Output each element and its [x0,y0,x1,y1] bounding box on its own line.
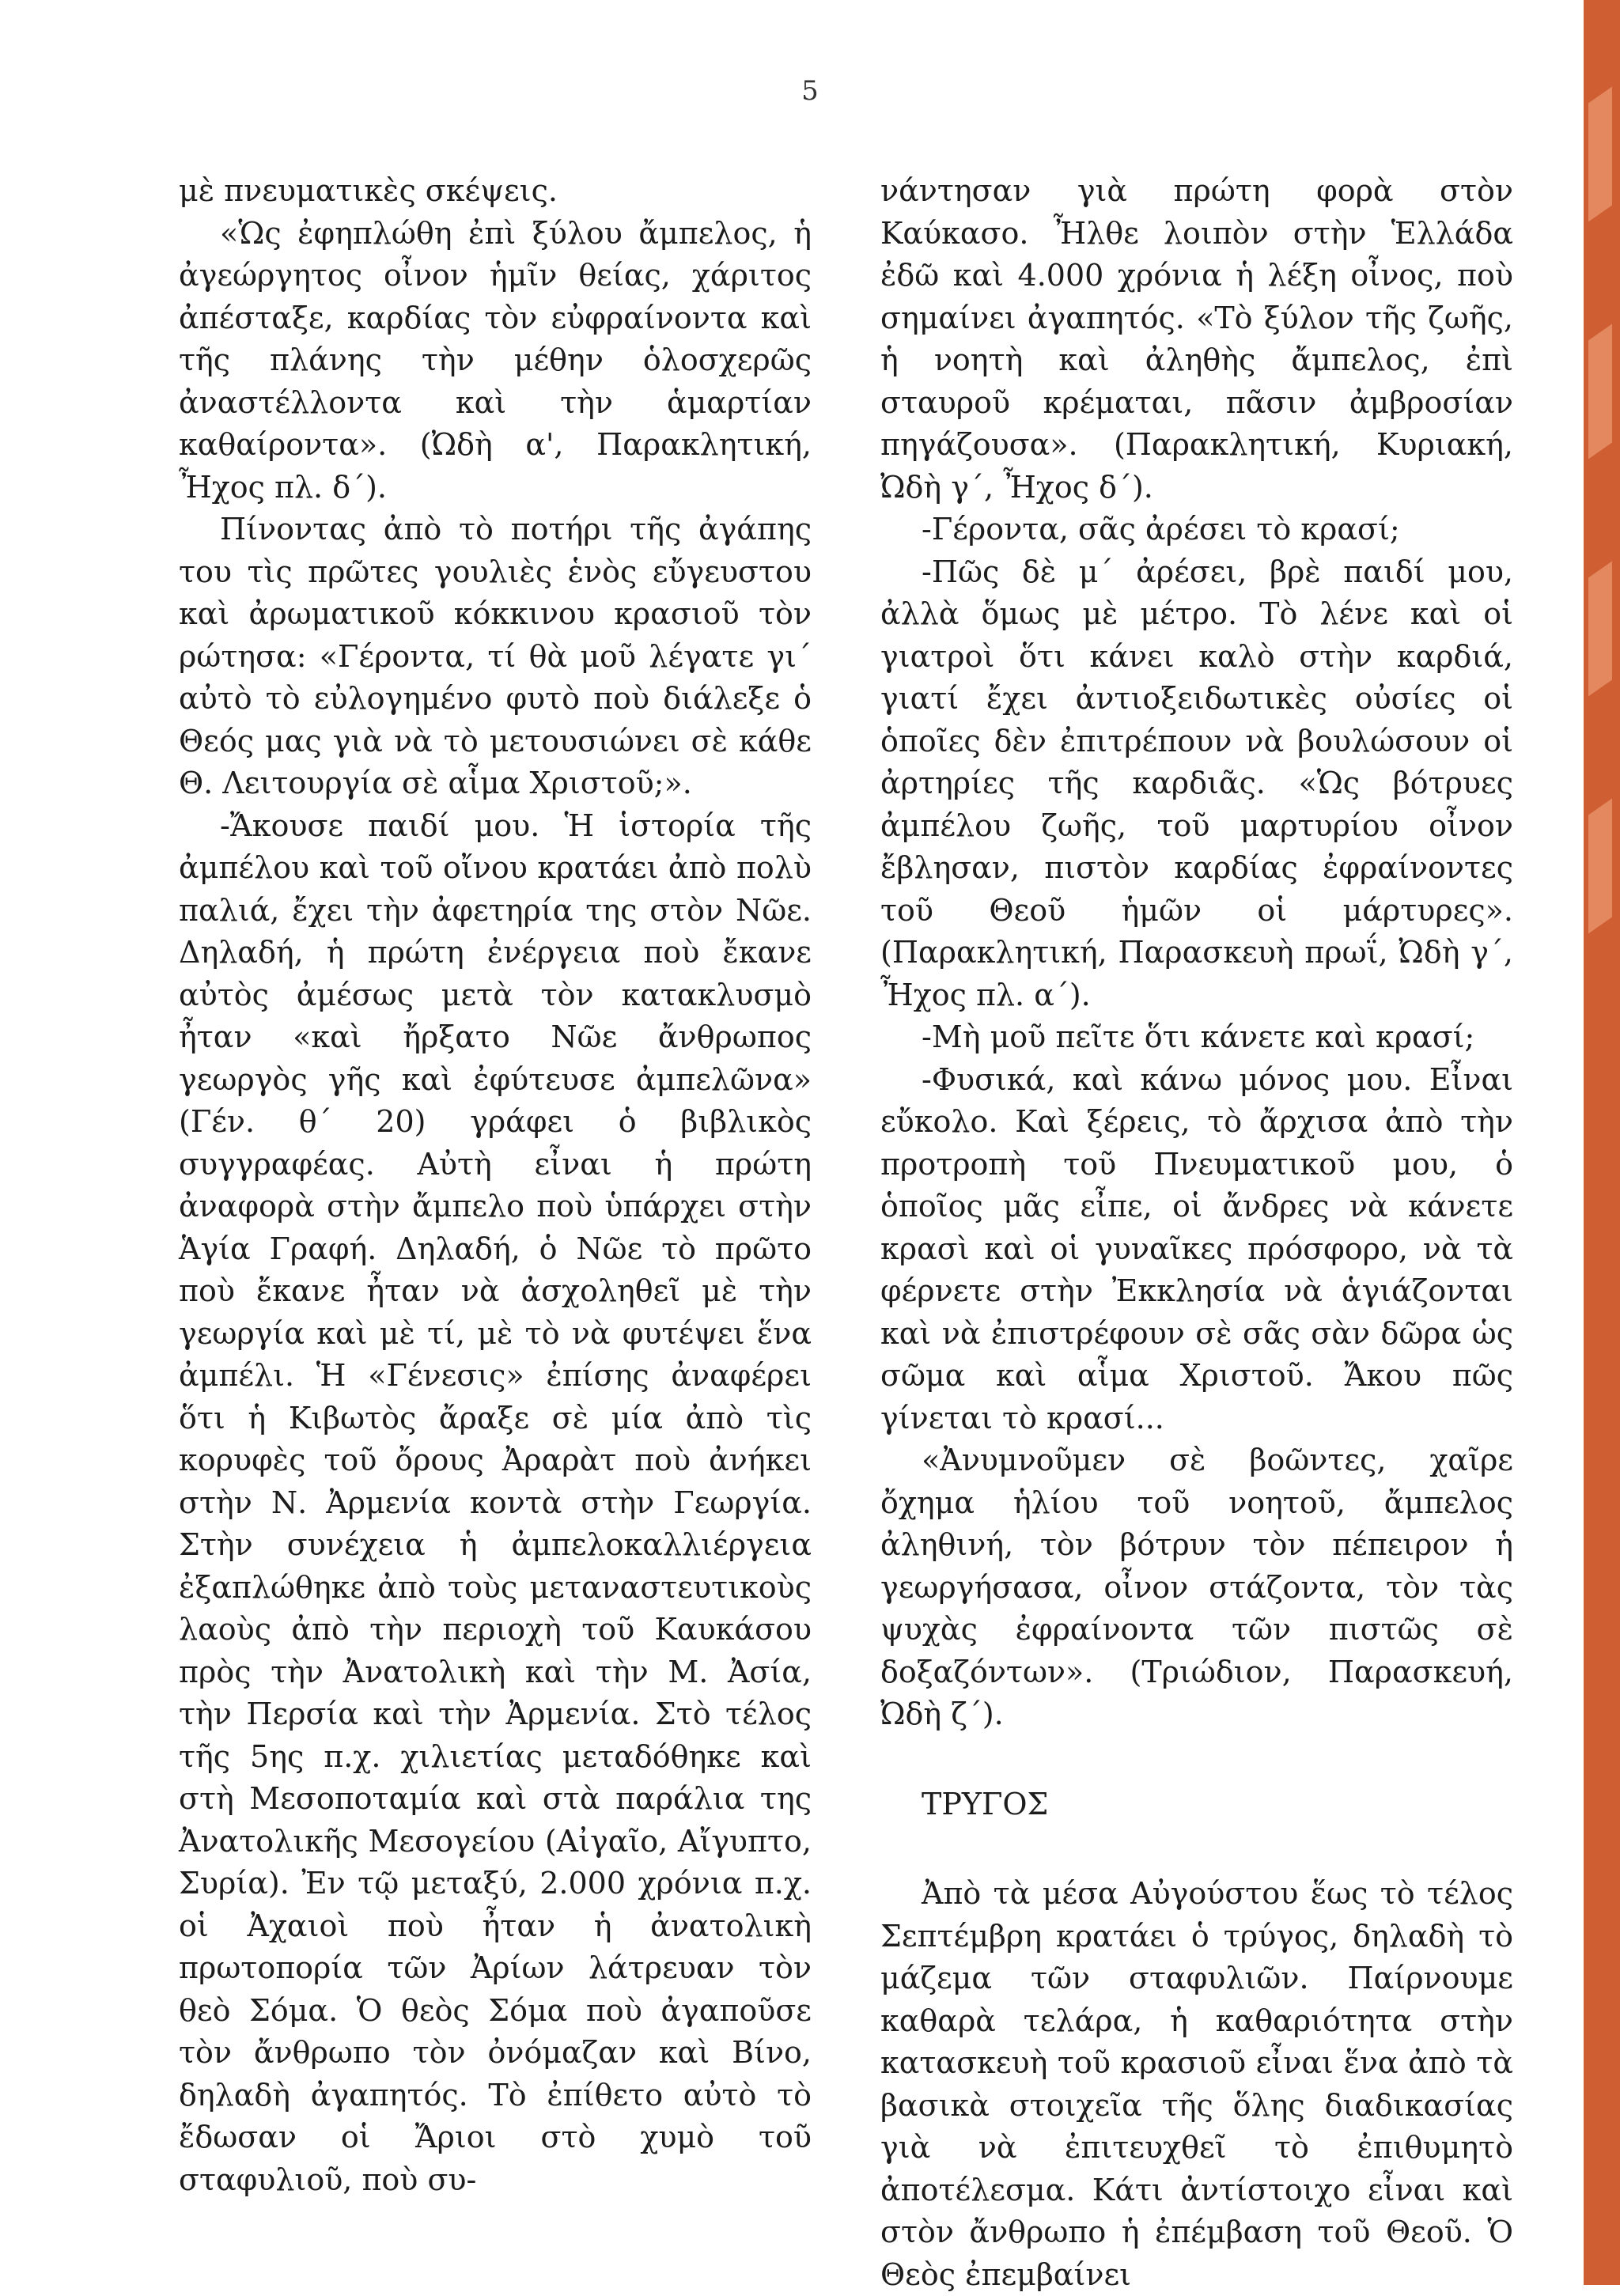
body-paragraph: «Ὡς ἐφηπλώθη ἐπὶ ξύλου ἄμπελος, ἡ ἀγεώργητος οἶνον ἡμῖν θείας, χάριτος ἀπέσταξε, καρδίας τὸν εὐφραίνοντα καὶ τῆς πλάνης τὴν μέθην ὁλοσχερῶς ἀναστέλλοντα καὶ τὴν ἁμαρτίαν καθαίροντα». (Ὠδὴ α', Παρακλητική, Ἦχος πλ. δ΄). [179,215,812,505]
body-paragraph: -Φυσικά, καὶ κάνω μόνος μου. Εἶναι εὔκολο. Καὶ ξέρεις, τὸ ἄρχισα ἀπὸ τὴν προτροπὴ τοῦ Πνευματικοῦ μου, ὁ ὁποῖος μᾶς εἶπε, οἱ ἄνδρες νὰ κάνετε κρασὶ καὶ οἱ γυναῖκες πρόσφορο, νὰ τὰ φέρνετε στὴν Ἐκκλησία νὰ ἁγιάζονται καὶ νὰ ἐπιστρέφουν σὲ σᾶς σὰν δῶρα ὡς σῶμα καὶ αἷμα Χριστοῦ. Ἄκου πῶς γίνεται τὸ κρασί... [880,1061,1513,1435]
edge-stripe [1588,561,1612,696]
body-paragraph: νάντησαν γιὰ πρώτη φορὰ στὸν Καύκασο. Ἦλθε λοιπὸν στὴν Ἑλλάδα ἐδῶ καὶ 4.000 χρόνια ἡ λέξη οἶνος, ποὺ σημαίνει ἀγαπητός. «Τὸ ξύλον τῆς ζωῆς, ἡ νοητὴ καὶ ἀληθὴς ἄμπελος, ἐπὶ σταυροῦ κρέμαται, πᾶσιν ἀμβροσίαν πηγάζουσα». (Παρακλητική, Κυριακή, Ὠδὴ γ΄, Ἦχος δ΄). [880,173,1513,505]
page-number: 5 [801,75,819,107]
body-paragraph: -Μὴ μοῦ πεῖτε ὅτι κάνετε καὶ κρασί; [922,1019,1475,1054]
body-paragraph: Ἀπὸ τὰ μέσα Αὐγούστου ἕως τὸ τέλος Σεπτέμβρη κρατάει ὁ τρύγος, δηλαδὴ τὸ μάζεμα τῶν σταφυλιῶν. Παίρνουμε καθαρὰ τελάρα, ἡ καθαριότητα στὴν κατασκευὴ τοῦ κρασιοῦ εἶναι ἕνα ἀπὸ τὰ βασικὰ στοιχεῖα τῆς ὅλης διαδικασίας γιὰ νὰ ἐπιτευχθεῖ τὸ ἐπιθυμητὸ ἀποτέλεσμα. Κάτι ἀντίστοιχο εἶναι καὶ στὸν ἄνθρωπο ἡ ἐπέμβαση τοῦ Θεοῦ. Ὁ Θεὸς ἐπεμβαίνει [880,1876,1513,2292]
edge-stripe [1588,86,1612,221]
edge-stripe [1588,798,1612,933]
left-column [179,170,812,2201]
body-paragraph: -Πῶς δὲ μ΄ ἀρέσει, βρὲ παιδί μου, ἀλλὰ ὅμως μὲ μέτρο. Τὸ λένε καὶ οἱ γιατροὶ ὅτι κάνει καλὸ στὴν καρδιά, γιατί ἔχει ἀντιοξειδωτικὲς οὐσίες οἱ ὁποῖες δὲν ἐπιτρέπουν νὰ βουλώσουν οἱ ἀρτηρίες τῆς καρδιᾶς. «Ὡς βότρυες ἀμπέλου ζωῆς, τοῦ μαρτυρίου οἶνον ἔβλησαν, πιστὸν καρδίας ἐφραίνοντες τοῦ Θεοῦ ἡμῶν οἱ μάρτυρες». (Παρακλητική, Παρασκευὴ πρωΐ, Ὠδὴ γ΄, Ἦχος πλ. α΄). [880,554,1513,1012]
body-paragraph: -Ἄκουσε παιδί μου. Ἡ ἱστορία τῆς ἀμπέλου καὶ τοῦ οἴνου κρατάει ἀπὸ πολὺ παλιά, ἔχει τὴν ἀφετηρία της στὸν Νῶε. Δηλαδή, ἡ πρώτη ἐνέργεια ποὺ ἔκανε αὐτὸς ἀμέσως μετὰ τὸν κατακλυσμὸ ἦταν «καὶ ἤρξατο Νῶε ἄνθρωπος γεωργὸς γῆς καὶ ἐφύτευσε ἀμπελῶνα» (Γέν. θ΄ 20) γράφει ὁ βιβλικὸς συγγραφέας. Αὐτὴ εἶναι ἡ πρώτη ἀναφορὰ στὴν ἄμπελο ποὺ ὑπάρχει στὴν Ἁγία Γραφή. Δηλαδή, ὁ Νῶε τὸ πρῶτο ποὺ ἔκανε ἦταν νὰ ἀσχοληθεῖ μὲ τὴν γεωργία καὶ μὲ τί, μὲ τὸ νὰ φυτέψει ἕνα ἀμπέλι. Ἡ «Γένεσις» ἐπίσης ἀναφέρει ὅτι ἡ Κιβωτὸς ἄραξε σὲ μία ἀπὸ τὶς κορυφὲς τοῦ ὄρους Ἀραρὰτ ποὺ ἀνήκει στὴν Ν. Ἀρμενία κοντὰ στὴν Γεωργία. Στὴν συνέχεια ἡ ἀμπελοκαλλιέργεια ἐξαπλώθηκε ἀπὸ τοὺς μεταναστευτικοὺς λαοὺς ἀπὸ τὴν περιοχὴ τοῦ Καυκάσου πρὸς τὴν Ἀνατολικὴ καὶ τὴν Μ. Ἀσία, τὴν Περσία καὶ τὴν Ἀρμενία. Στὸ τέλος τῆς 5ης π.χ. χιλιετίας μεταδόθηκε καὶ στὴ Μεσοποταμία καὶ στὰ παράλια της Ἀνατολικῆς Μεσογείου (Αἰγαῖο, Αἴγυπτο, Συρία). Ἐν τῷ μεταξύ, 2.000 χρόνια π.χ. οἱ Ἀχαιοὶ ποὺ ἦταν ἡ ἀνατολικὴ πρωτοπορία τῶν Ἀρίων λάτρευαν τὸν θεὸ Σόμα. Ὁ θεὸς Σόμα ποὺ ἀγαποῦσε τὸν ἄνθρωπο τὸν ὀνόμαζαν καὶ Βίνο, δηλαδὴ ἀγαπητός. Τὸ ἐπίθετο αὐτὸ τὸ ἔδωσαν οἱ Ἄριοι στὸ χυμὸ τοῦ σταφυλιοῦ, ποὺ συ- [179,808,812,2197]
right-column [880,170,1513,2296]
body-paragraph: μὲ πνευματικὲς σκέψεις. [179,173,558,208]
body-paragraph: -Γέροντα, σᾶς ἀρέσει τὸ κρασί; [922,512,1400,547]
page-edge-decoration [1584,0,1620,2285]
edge-stripe [1588,323,1612,459]
body-paragraph: «Ἀνυμνοῦμεν σὲ βοῶντες, χαῖρε ὄχημα ἡλίου τοῦ νοητοῦ, ἄμπελος ἀληθινή, τὸν βότρυν τὸν πέπειρον ἡ γεωργήσασα, οἶνον στάζοντα, τὸν τὰς ψυχὰς ἐφραίνοντα τῶν πιστῶς σὲ δοξαζόντων». (Τριώδιον, Παρασκευή, Ὠδὴ ζ΄). [880,1443,1513,1731]
body-paragraph: Πίνοντας ἀπὸ τὸ ποτήρι τῆς ἀγάπης του τὶς πρῶτες γουλιὲς ἑνὸς εὔγευστου καὶ ἀρωματικοῦ κόκκινου κρασιοῦ τὸν ρώτησα: «Γέροντα, τί θὰ μοῦ λέγατε γι΄ αὐτὸ τὸ εὐλογημένο φυτὸ ποὺ διάλεξε ὁ Θεός μας γιὰ νὰ τὸ μετουσιώνει σὲ κάθε Θ. Λειτουργία σὲ αἷμα Χριστοῦ;». [179,512,812,800]
section-heading: ΤΡΥΓΟΣ [922,1786,1049,1821]
